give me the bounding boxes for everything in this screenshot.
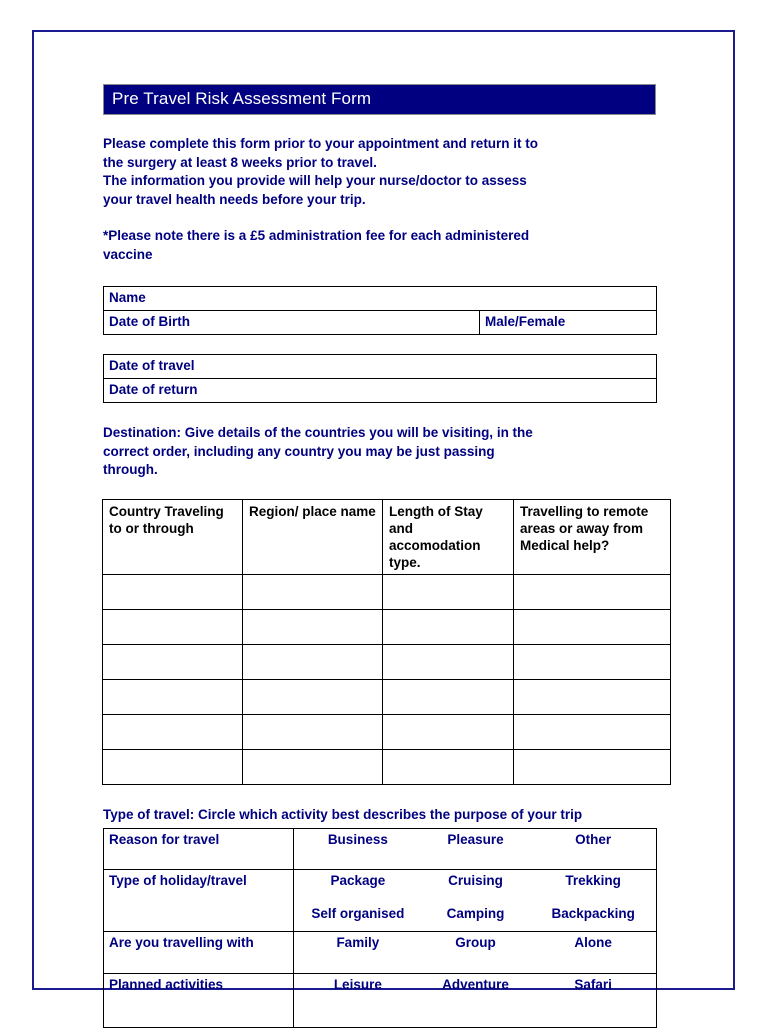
page-title: Pre Travel Risk Assessment Form xyxy=(112,89,372,108)
cell-remote-areas[interactable] xyxy=(514,679,671,714)
option-package[interactable]: Package xyxy=(330,872,386,888)
intro-line-3: The information you provide will help your nurse/doctor to assess xyxy=(103,173,527,188)
column-header-length-of-stay: Length of Stay and accomodation type. xyxy=(383,499,514,574)
table-row xyxy=(104,869,657,931)
table-row xyxy=(103,679,671,714)
table-row xyxy=(103,644,671,679)
cell-remote-areas[interactable] xyxy=(514,714,671,749)
row-label-planned-activities: Planned activities xyxy=(104,973,294,1027)
options-cell-travelling-with xyxy=(294,931,657,973)
intro-line-1: Please complete this form prior to your appointment and return it to xyxy=(103,136,539,151)
option-adventure[interactable]: Adventure xyxy=(442,976,509,992)
row-label-reason-for-travel: Reason for travel xyxy=(104,828,294,869)
table-row xyxy=(103,574,671,609)
name-field-cell[interactable] xyxy=(104,287,657,311)
column-header-country: Country Traveling to or through xyxy=(103,499,243,574)
travel-dates-table xyxy=(103,354,657,403)
form-title-bar xyxy=(103,84,656,115)
option-line xyxy=(299,934,652,951)
cell-region[interactable] xyxy=(243,679,383,714)
option-other[interactable]: Other xyxy=(575,831,612,847)
cell-length-of-stay[interactable] xyxy=(383,679,514,714)
document-page xyxy=(32,30,735,990)
cell-remote-areas[interactable] xyxy=(514,609,671,644)
name-label: Name xyxy=(109,290,146,305)
date-of-return-label: Date of return xyxy=(109,382,198,397)
destination-table-header-row xyxy=(103,499,671,574)
cell-remote-areas[interactable] xyxy=(514,644,671,679)
cell-region[interactable] xyxy=(243,749,383,784)
option-self-organised[interactable]: Self organised xyxy=(311,905,405,921)
table-row xyxy=(104,311,657,335)
cell-length-of-stay[interactable] xyxy=(383,644,514,679)
option-backpacking[interactable]: Backpacking xyxy=(551,905,635,921)
cell-region[interactable] xyxy=(243,574,383,609)
cell-country[interactable] xyxy=(103,714,243,749)
identity-table xyxy=(103,286,657,335)
destination-instructions-line-1: Destination: Give details of the countries you will be visiting, in the xyxy=(103,425,533,440)
cell-country[interactable] xyxy=(103,749,243,784)
sex-label: Male/Female xyxy=(485,314,566,329)
intro-line-2: the surgery at least 8 weeks prior to travel. xyxy=(103,154,377,170)
travel-type-heading: Type of travel: Circle which activity best describes the purpose of your trip xyxy=(103,806,583,822)
table-row xyxy=(103,749,671,784)
destination-instructions xyxy=(103,424,603,480)
cell-region[interactable] xyxy=(243,609,383,644)
table-row xyxy=(104,355,657,379)
row-label-type-of-holiday: Type of holiday/travel xyxy=(104,869,294,931)
table-row xyxy=(104,287,657,311)
table-row xyxy=(103,714,671,749)
dob-field-cell[interactable] xyxy=(104,311,480,335)
cell-length-of-stay[interactable] xyxy=(383,714,514,749)
option-family[interactable]: Family xyxy=(336,934,380,950)
cell-region[interactable] xyxy=(243,714,383,749)
destination-instructions-line-3: through. xyxy=(103,462,158,477)
cell-country[interactable] xyxy=(103,644,243,679)
date-of-return-cell[interactable] xyxy=(104,379,657,403)
dob-label: Date of Birth xyxy=(109,314,190,329)
sex-field-cell[interactable] xyxy=(480,311,657,335)
table-row xyxy=(104,828,657,869)
cell-country[interactable] xyxy=(103,574,243,609)
options-cell-reason-for-travel xyxy=(294,828,657,869)
cell-length-of-stay[interactable] xyxy=(383,574,514,609)
option-cruising[interactable]: Cruising xyxy=(448,872,503,888)
table-row xyxy=(104,379,657,403)
intro-line-4: your travel health needs before your trip. xyxy=(103,191,366,207)
option-alone[interactable]: Alone xyxy=(574,934,612,950)
intro-spacer xyxy=(103,209,623,227)
option-leisure[interactable]: Leisure xyxy=(333,976,382,992)
option-pleasure[interactable]: Pleasure xyxy=(447,831,504,847)
option-line xyxy=(299,831,652,848)
cell-length-of-stay[interactable] xyxy=(383,749,514,784)
option-safari[interactable]: Safari xyxy=(574,976,612,992)
cell-country[interactable] xyxy=(103,679,243,714)
option-line xyxy=(299,872,652,889)
option-trekking[interactable]: Trekking xyxy=(565,872,621,888)
intro-text-block xyxy=(103,135,623,264)
options-cell-planned-activities xyxy=(294,973,657,1027)
travel-type-table xyxy=(103,828,657,1028)
destination-table-body xyxy=(103,574,671,784)
cell-remote-areas[interactable] xyxy=(514,749,671,784)
admin-fee-note-line-2: vaccine xyxy=(103,246,153,262)
option-business[interactable]: Business xyxy=(327,831,388,847)
option-group[interactable]: Group xyxy=(455,934,496,950)
destination-table xyxy=(102,499,671,785)
document-content xyxy=(103,84,665,1028)
row-label-travelling-with: Are you travelling with xyxy=(104,931,294,973)
date-of-travel-label: Date of travel xyxy=(109,358,195,373)
option-camping[interactable]: Camping xyxy=(446,905,505,921)
date-of-travel-cell[interactable] xyxy=(104,355,657,379)
column-header-region: Region/ place name xyxy=(243,499,383,574)
options-cell-type-of-holiday xyxy=(294,869,657,931)
cell-remote-areas[interactable] xyxy=(514,574,671,609)
admin-fee-note-line-1: *Please note there is a £5 administration fee for each administered xyxy=(103,228,530,243)
cell-country[interactable] xyxy=(103,609,243,644)
option-line xyxy=(299,905,652,922)
table-row xyxy=(104,973,657,1027)
cell-length-of-stay[interactable] xyxy=(383,609,514,644)
destination-instructions-line-2: correct order, including any country you may be just passing xyxy=(103,443,495,459)
column-header-remote-areas: Travelling to remote areas or away from Medical help? xyxy=(514,499,671,574)
option-line xyxy=(299,976,652,993)
table-row xyxy=(104,931,657,973)
table-row xyxy=(103,609,671,644)
cell-region[interactable] xyxy=(243,644,383,679)
